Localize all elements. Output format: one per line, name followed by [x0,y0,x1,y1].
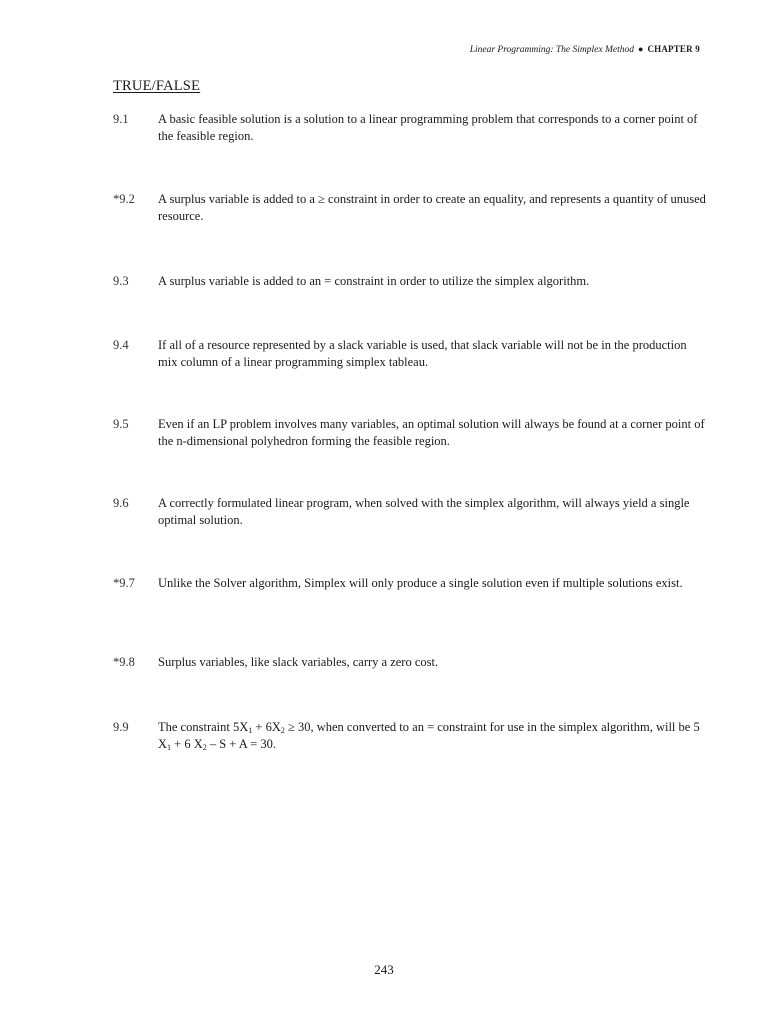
question-text: Surplus variables, like slack variables, carry a zero cost. [158,655,439,669]
question-number: *9.2 [113,192,135,206]
question-number: *9.7 [113,576,135,590]
question-text: A basic feasible solution is a solution to a linear programming problem that corresponds to a corner point of the feasible region. [158,112,698,143]
question-number: 9.6 [113,496,129,510]
section-title: TRUE/FALSE [113,78,201,94]
question-number: *9.8 [113,655,135,669]
question-number: 9.4 [113,338,129,352]
question-text: A surplus variable is added to an = constraint in order to utilize the simplex algorithm. [158,274,590,288]
question-number: 9.5 [113,417,129,431]
question-text: Even if an LP problem involves many variables, an optimal solution will always be found at a corner point of the n-dimensional polyhedron forming the feasible region. [158,417,705,448]
question-text: Unlike the Solver algorithm, Simplex will only produce a single solution even if multiple solutions exist. [158,576,683,590]
question-text: If all of a resource represented by a slack variable is used, that slack variable will not be in the production mix column of a linear programming simplex tableau. [158,338,687,369]
question-text: The constraint $5X_1 + 6X_2 \ge 30$, when converted to an = constraint for use in the simplex algorithm, will be 5 $X_1 + 6$ $X_2 - S + A = 30$. [158,720,700,752]
question-text: A surplus variable is added to a ≥ constraint in order to create an equality, and represents a quantity of unused resource. [158,192,706,223]
question-number: 9.9 [113,720,129,734]
header-chapter: CHAPTER 9 [647,44,700,54]
header-bullet: ● [638,44,644,54]
question-text: A correctly formulated linear program, when solved with the simplex algorithm, will always yield a single optimal solution. [158,496,690,527]
question-number: 9.1 [113,112,129,126]
page-number: 243 [374,962,394,977]
running-header [470,44,700,55]
question-number: 9.3 [113,274,129,288]
header-subject: Linear Programming: The Simplex Method [469,45,634,55]
